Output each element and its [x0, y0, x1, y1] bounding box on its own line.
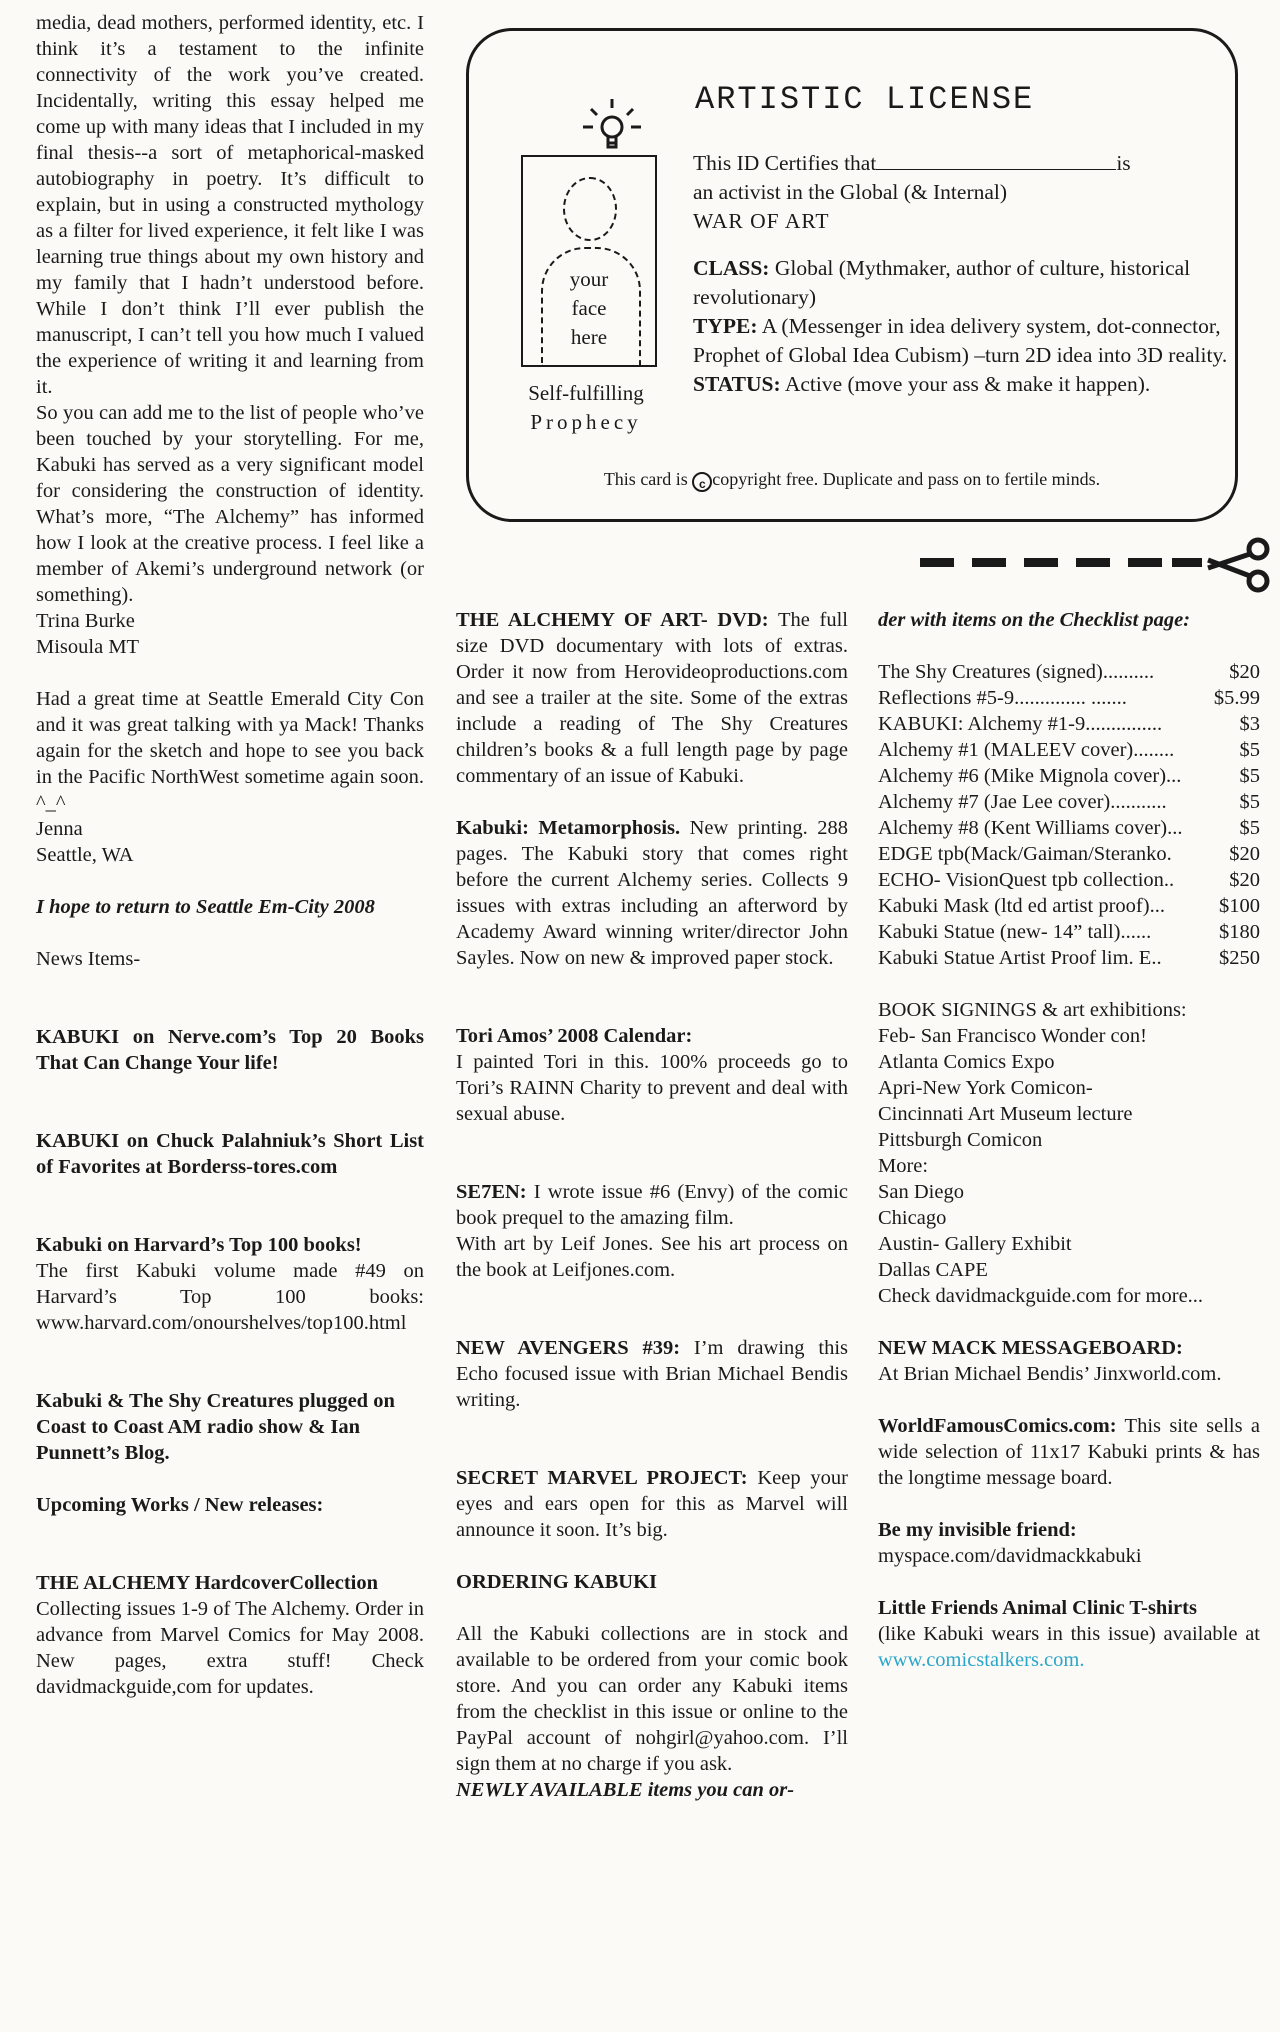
type-line: TYPE: A (Messenger in idea delivery system, dot-connector, Prophet of Global Idea Cubism) –turn 2D idea into 3D reality. [693, 314, 1228, 367]
list-item: Dallas CAPE [878, 1259, 988, 1281]
tori-title: Tori Amos’ 2008 Calendar: [456, 1025, 693, 1047]
hardcover-title: THE ALCHEMY HardcoverCollection [36, 1572, 379, 1594]
price-row: ECHO- VisionQuest tpb collection.. $20 [878, 869, 1260, 891]
metamorphosis-item: Kabuki: Metamorphosis. New printing. 288 pages. The Kabuki story that comes right before the current Alchemy series. Collects 9 issues with extras including an afterword by Academy Award winning writer/director John Sayles. Now on new & improved paper stock. [456, 817, 849, 969]
price-row: Alchemy #8 (Kent Williams cover)... $5 [878, 817, 1260, 839]
price-row: EDGE tpb(Mack/Gaiman/Steranko. $20 [878, 843, 1260, 865]
list-item: Apri-New York Comicon- [878, 1077, 1093, 1099]
face-photo-placeholder [521, 155, 657, 367]
news-item-palahniuk: KABUKI on Chuck Palahniuk’s Short List of Favorites at Borderss-tores.com [36, 1130, 424, 1178]
face-placeholder-text: your face here [569, 267, 609, 349]
dvd-item: THE ALCHEMY OF ART- DVD: The full size DVD documentary with lots of extras. Order it now from Herovideoproductions.com and see a trailer at the site. Some of the extras include a reading of The Shy Creatures children’s books & a full length page by page commentary of an issue of Kabuki. [456, 609, 848, 787]
war-of-art-line: WAR OF ART [693, 209, 830, 233]
name-blank [876, 151, 1116, 170]
head-outline [563, 177, 617, 241]
price-row: Kabuki Mask (ltd ed artist proof)... $100 [878, 895, 1260, 917]
upcoming-heading: Upcoming Works / New releases: [36, 1494, 324, 1516]
letter-2-paragraph: Had a great time at Seattle Emerald City Con and it was great talking with ya Mack! Thanks again for the sketch and hope to see you back in the Pacific NorthWest sometime again soon. ^_^ [36, 688, 424, 814]
scissors-icon [1206, 536, 1272, 596]
news-item-harvard-body: The first Kabuki volume made #49 on Harvard’s Top 100 books: www.harvard.com/onourshelves/top100.html [36, 1260, 424, 1334]
invisible-friend-title: Be my invisible friend: [878, 1519, 1077, 1541]
news-heading: News Items- [36, 948, 141, 970]
letter-2-location: Seattle, WA [36, 844, 134, 866]
price-row: Alchemy #7 (Jae Lee cover)........... $5 [878, 791, 1260, 813]
messageboard-title: NEW MACK MESSAGEBOARD: [878, 1337, 1183, 1359]
price-row: The Shy Creatures (signed).......... $20 [878, 661, 1260, 683]
price-list [878, 659, 1260, 971]
letter-2-signature: Jenna [36, 818, 83, 840]
clinic-title: Little Friends Animal Clinic T-shirts [878, 1597, 1197, 1619]
tori-body: I painted Tori in this. 100% proceeds go to Tori’s RAINN Charity to prevent and deal with sexual abuse. [456, 1051, 848, 1125]
new-avengers-item: NEW AVENGERS #39: I’m drawing this Echo focused issue with Brian Michael Bendis writing. [456, 1337, 848, 1411]
certifies-line: This ID Certifies that is [693, 151, 1131, 175]
clinic-body: (like Kabuki wears in this issue) available at www.comicstalkers.com. [878, 1623, 1260, 1671]
checklist-continued: der with items on the Checklist page: [878, 609, 1191, 631]
cut-line [920, 536, 1270, 596]
list-item: Cincinnati Art Museum lecture [878, 1103, 1133, 1125]
price-row: Kabuki Statue (new- 14” tall)...... $180 [878, 921, 1260, 943]
list-item: Check davidmackguide.com for more... [878, 1285, 1204, 1307]
secret-marvel-item: SECRET MARVEL PROJECT: Keep your eyes and ears open for this as Marvel will announce it soon. It’s big. [456, 1467, 848, 1541]
letter-1-signature: Trina Burke [36, 610, 135, 632]
artistic-license-card [466, 28, 1238, 522]
letter-1-location: Misoula MT [36, 636, 140, 658]
list-item: Feb- San Francisco Wonder con! [878, 1025, 1147, 1047]
price-row: Reflections #5-9.............. ....... $5.99 [878, 687, 1260, 709]
newly-available-line: NEWLY AVAILABLE items you can or- [456, 1779, 795, 1801]
right-column [878, 607, 1260, 1673]
activist-line: an activist in the Global (& Internal) [693, 180, 1008, 204]
world-famous-comics-item: WorldFamousComics.com: This site sells a wide selection of 11x17 Kabuki prints & has the longtime message board. [878, 1415, 1260, 1489]
editor-reply: I hope to return to Seattle Em-City 2008 [36, 896, 375, 918]
list-item: Atlanta Comics Expo [878, 1051, 1055, 1073]
ordering-body: All the Kabuki collections are in stock and available to be ordered from your comic book store. And you can order any Kabuki items from the checklist in this issue or online to the PayPal account of nohgirl@yahoo.com. I’ll sign them at no charge if you ask. [456, 1623, 848, 1775]
price-row: Alchemy #6 (Mike Mignola cover)... $5 [878, 765, 1260, 787]
price-row: Kabuki Statue Artist Proof lim. E.. $250 [878, 947, 1260, 969]
card-title: ARTISTIC LICENSE [695, 81, 1035, 118]
list-item: Pittsburgh Comicon [878, 1129, 1043, 1151]
news-item-harvard-title: Kabuki on Harvard’s Top 100 books! [36, 1234, 362, 1256]
copyright-line: This card is c copyright free. Duplicate and pass on to fertile minds. [603, 469, 1101, 491]
signings-list [878, 1023, 1260, 1309]
messageboard-body: At Brian Michael Bendis’ Jinxworld.com. [878, 1363, 1222, 1385]
price-row: Alchemy #1 (MALEEV cover)........ $5 [878, 739, 1260, 761]
card-text [693, 149, 1233, 399]
list-item: Austin- Gallery Exhibit [878, 1233, 1072, 1255]
left-column [36, 10, 424, 1700]
middle-column [456, 607, 848, 1803]
photo-caption: Self-fulfilling Prophecy [528, 381, 644, 434]
se7en-item: SE7EN: I wrote issue #6 (Envy) of the comic book prequel to the amazing film. [456, 1181, 849, 1229]
price-row: KABUKI: Alchemy #1-9............... $3 [878, 713, 1260, 735]
list-item: San Diego [878, 1181, 964, 1203]
myspace-link: myspace.com/davidmackkabuki [878, 1545, 1142, 1567]
list-item: More: [878, 1155, 929, 1177]
letter-1-paragraph-2: So you can add me to the list of people who’ve been touched by your storytelling. For me, Kabuki has served as a very significant model for considering the construction of identity. What’s more, “The Alchemy” has informed how I look at the creative process. I feel like a member of Akemi’s underground network (or something). [36, 402, 424, 606]
class-line: CLASS: Global (Mythmaker, author of culture, historical revolutionary) [693, 256, 1191, 309]
signings-heading: BOOK SIGNINGS & art exhibitions: [878, 999, 1187, 1021]
hardcover-body: Collecting issues 1-9 of The Alchemy. Order in advance from Marvel Comics for May 2008. New pages, extra stuff! Check davidmackguide,com for updates. [36, 1598, 424, 1698]
letter-1-paragraph: media, dead mothers, performed identity, etc. I think it’s a testament to the infinite connectivity of the work you’ve created. Incidentally, writing this essay helped me come up with many ideas that I included in my final thesis--a sort of metaphorical-masked autobiography in poetry. It’s difficult to explain, but in using a constructed mythology as a filter for lived experience, it felt like I was learning true things about my own history and my family that I hadn’t understood before. While I don’t think I’ll ever publish the manuscript, I can’t tell you how much I valued the experience of writing it and learning from it. [36, 12, 424, 398]
news-item-nerve: KABUKI on Nerve.com’s Top 20 Books That Can Change Your life! [36, 1026, 424, 1074]
copyright-icon: c [692, 472, 712, 492]
news-item-coast-to-coast: Kabuki & The Shy Creatures plugged on Coast to Coast AM radio show & Ian Punnett’s Blog. [36, 1390, 395, 1464]
comicstalkers-link[interactable]: www.comicstalkers.com. [878, 1649, 1085, 1671]
lightbulb-icon [577, 93, 647, 163]
se7en-art-note: With art by Leif Jones. See his art process on the book at Leifjones.com. [456, 1233, 848, 1281]
ordering-heading: ORDERING KABUKI [456, 1571, 658, 1593]
status-line: STATUS: Active (move your ass & make it happen). [693, 372, 1151, 396]
list-item: Chicago [878, 1207, 947, 1229]
